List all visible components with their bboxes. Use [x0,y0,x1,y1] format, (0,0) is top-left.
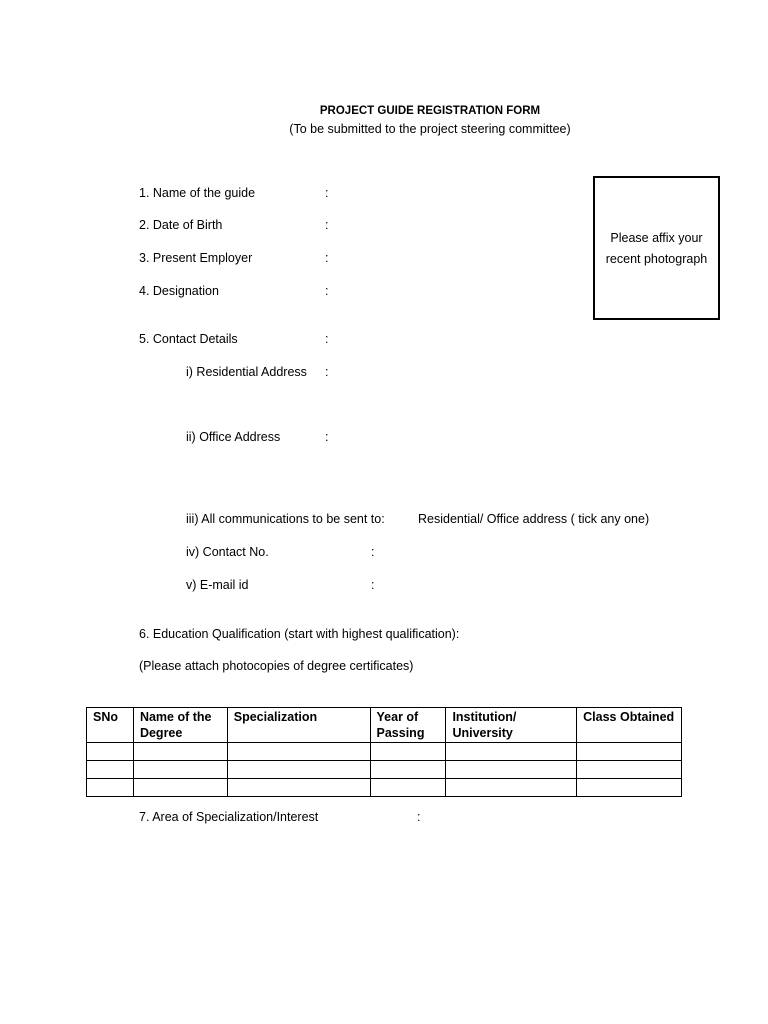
table-cell[interactable] [133,743,227,761]
field-email-label: v) E-mail id [186,578,249,592]
photo-instruction-line1: Please affix your [610,231,703,245]
photo-instruction-line2: recent photograph [605,252,708,266]
table-cell[interactable] [446,743,577,761]
attach-note: (Please attach photocopies of degree certificates) [139,659,414,673]
field-contact-no-label: iv) Contact No. [186,545,269,559]
field-contact-colon: : [325,332,329,346]
field-employer-label: 3. Present Employer [139,251,253,265]
field-dob-colon: : [325,218,329,232]
field-name-colon: : [325,186,329,200]
table-cell[interactable] [227,743,370,761]
field-dob-label: 2. Date of Birth [139,218,223,232]
table-cell[interactable] [227,761,370,779]
table-cell[interactable] [446,779,577,797]
field-residential-colon: : [325,365,329,379]
field-email-colon: : [371,578,375,592]
field-office-label: ii) Office Address [186,430,281,444]
field-residential-label: i) Residential Address [186,365,307,379]
table-header-row [87,708,682,743]
table-cell[interactable] [577,779,682,797]
field-education-label: 6. Education Qualification (start with highest qualification): [139,627,460,641]
table-row [87,779,682,797]
field-name-label: 1. Name of the guide [139,186,256,200]
field-communications-option: Residential/ Office address ( tick any one) [418,512,650,526]
table-cell[interactable] [87,779,134,797]
col-header-class: Class Obtained [577,708,682,743]
field-area-colon: : [417,810,421,824]
table-cell[interactable] [87,761,134,779]
field-communications-label: iii) All communications to be sent to: [186,512,385,526]
col-header-degree: Name of the Degree [133,708,227,743]
table-row [87,761,682,779]
table-cell[interactable] [133,761,227,779]
field-area-label: 7. Area of Specialization/Interest [139,810,319,824]
table-cell[interactable] [370,779,446,797]
table-cell[interactable] [87,743,134,761]
field-contact-no-colon: : [371,545,375,559]
table-cell[interactable] [577,761,682,779]
table-cell[interactable] [577,743,682,761]
field-office-colon: : [325,430,329,444]
table-row [87,743,682,761]
field-employer-colon: : [325,251,329,265]
table-cell[interactable] [370,761,446,779]
education-table [86,707,682,797]
col-header-specialization: Specialization [227,708,370,743]
table-cell[interactable] [446,761,577,779]
table-cell[interactable] [370,743,446,761]
col-header-sno: SNo [87,708,134,743]
form-subtitle: (To be submitted to the project steering committee) [289,122,571,136]
form-title: PROJECT GUIDE REGISTRATION FORM [319,105,541,117]
photo-placeholder [593,176,720,320]
col-header-year: Year of Passing [370,708,446,743]
table-cell[interactable] [133,779,227,797]
field-designation-label: 4. Designation [139,284,219,298]
col-header-institution: Institution/ University [446,708,577,743]
field-contact-label: 5. Contact Details [139,332,238,346]
table-cell[interactable] [227,779,370,797]
field-designation-colon: : [325,284,329,298]
